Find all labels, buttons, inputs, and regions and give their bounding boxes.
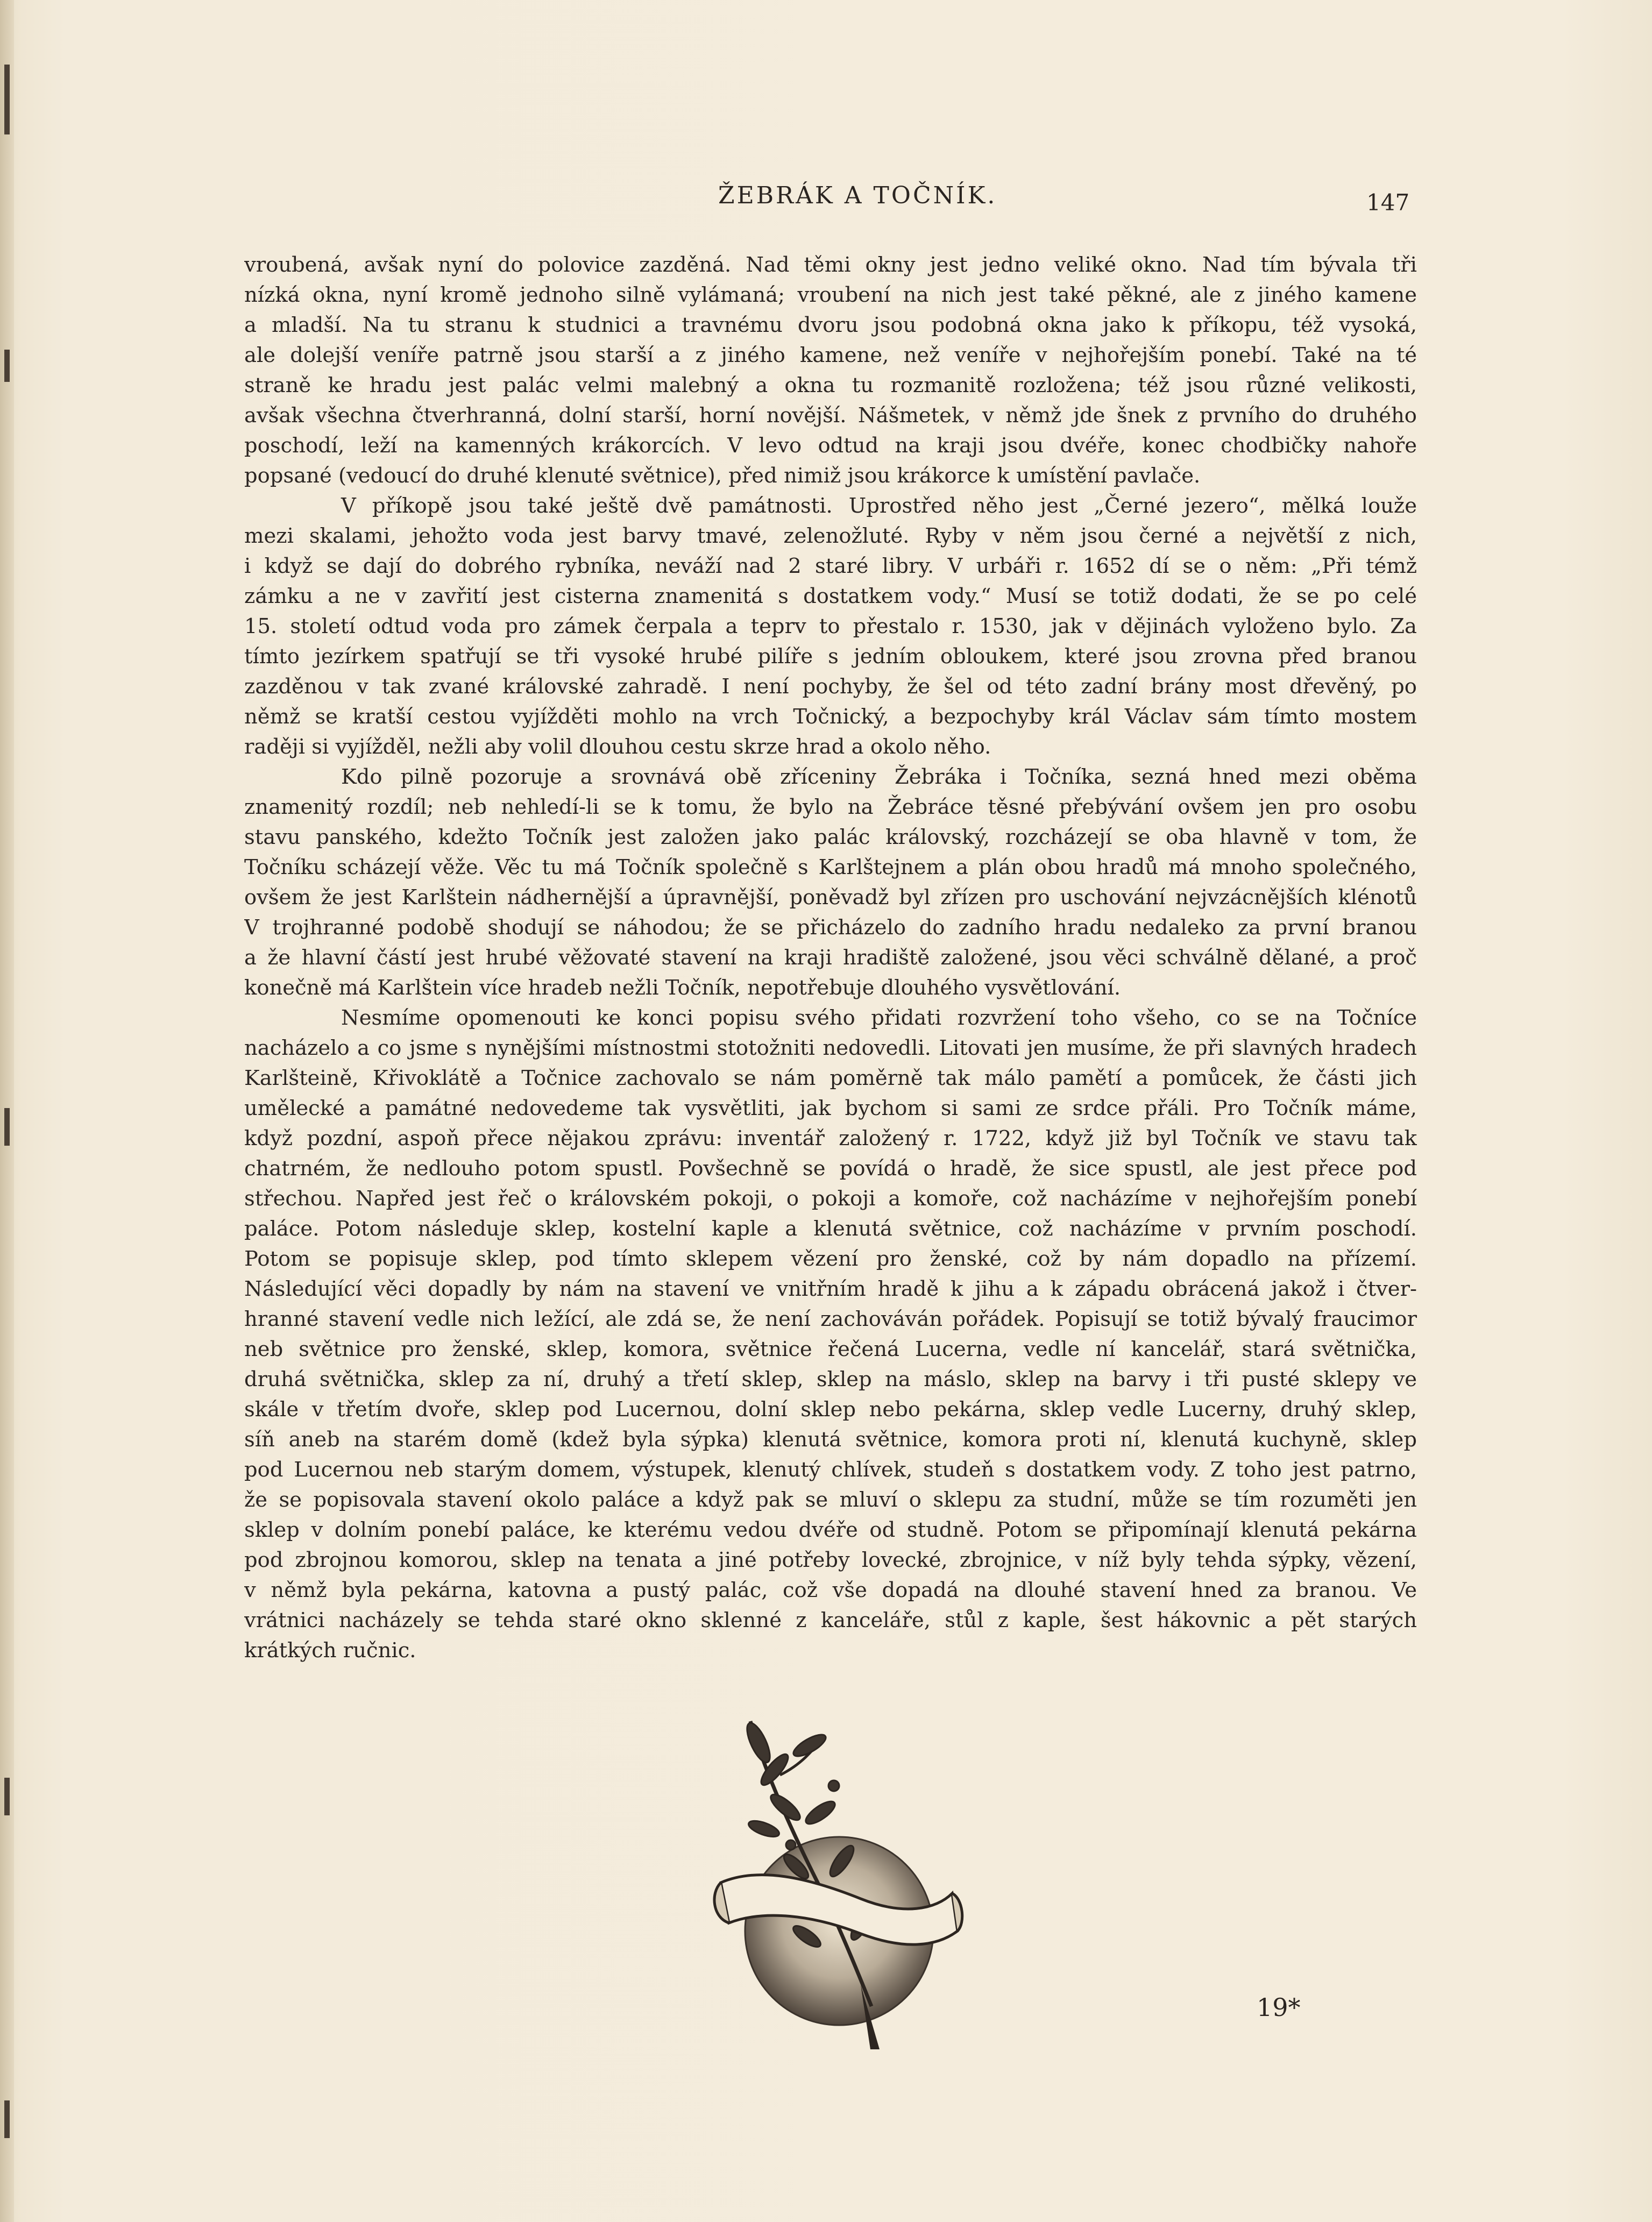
text-line: pod Lucernou neb starým domem, výstupek, klenutý chlívek, studeň s dostatkem vody. Z toho jest patrno, <box>244 1458 1417 1482</box>
signature-mark: 19* <box>1257 1993 1301 2022</box>
text-line: ovšem že jest Karlštein nádhernější a úpravnější, poněvadž byl zřízen pro uschování nejvzácnějších klénotů <box>244 885 1417 910</box>
text-line: Kdo pilně pozoruje a srovnává obě zříceniny Žebráka i Točníka, sezná hned mezi oběma <box>341 765 1417 789</box>
text-line: paláce. Potom následuje sklep, kostelní kaple a klenutá světnice, což nacházíme v prvním poschodí. <box>244 1217 1417 1241</box>
binding-mark <box>4 65 10 134</box>
text-line: 15. století odtud voda pro zámek čerpala a teprv to přestalo r. 1530, jak v dějinách vyloženo bylo. Za <box>244 614 1417 638</box>
binding-mark <box>4 1108 10 1146</box>
text-line: chatrném, že nedlouho potom spustl. Povšechně se povídá o hradě, že sice spustl, ale jest přece pod <box>244 1156 1417 1181</box>
text-line: i když se dají do dobrého rybníka, neváží nad 2 staré libry. V urbáři r. 1652 dí se o něm: „Při témž <box>244 554 1417 578</box>
text-line: straně ke hradu jest palác velmi malebný a okna tu rozmanitě rozložena; též jsou různé velikosti, <box>244 373 1417 397</box>
text-line: Následující věci dopadly by nám na stavení ve vnitřním hradě k jihu a k západu obrácená jakož i čtver- <box>244 1277 1417 1301</box>
text-line: avšak všechna čtverhranná, dolní starší, horní novější. Nášmetek, v němž jde šnek z prvního do druhého <box>244 403 1417 428</box>
text-line: síň aneb na starém domě (kdež byla sýpka) klenutá světnice, komora proti ní, klenutá kuchyně, sklep <box>244 1428 1417 1452</box>
page-number: 147 <box>1366 189 1410 216</box>
text-line: nízká okna, nyní kromě jednoho silně vylámaná; vroubení na nich jest také pěkné, ale z jiného kamene <box>244 283 1417 307</box>
text-line: druhá světnička, sklep za ní, druhý a třetí sklep, sklep na máslo, sklep na barvy i tři pusté sklepy ve <box>244 1367 1417 1392</box>
page-header <box>0 182 1652 225</box>
text-line: Potom se popisuje sklep, pod tímto sklepem vězení pro ženské, což by nám dopadlo na přízemí. <box>244 1247 1417 1271</box>
text-line: Nesmíme opomenouti ke konci popisu svého přidati rozvržení toho všeho, co se na Točníce <box>341 1006 1417 1030</box>
text-line: vrátnici nacházely se tehda staré okno sklenné z kanceláře, stůl z kaple, šest hákovnic a pět starých <box>244 1608 1417 1632</box>
text-line: vroubená, avšak nyní do polovice zazděná. Nad těmi okny jest jedno veliké okno. Nad tím bývala tři <box>244 253 1417 277</box>
text-line: zazděnou v tak zvané královské zahradě. I není pochyby, že šel od této zadní brány most dřevěný, po <box>244 675 1417 699</box>
binding-mark <box>4 2100 10 2138</box>
text-line: skále v třetím dvoře, sklep pod Lucernou, dolní sklep nebo pekárna, sklep vedle Lucerny, druhý sklep, <box>244 1397 1417 1422</box>
text-line: V trojhranné podobě shodují se náhodou; že se přicházelo do zadního hradu nedaleko za první branou <box>244 915 1417 940</box>
text-line: raději si vyjížděl, nežli aby volil dlouhou cestu skrze hrad a okolo něho. <box>244 735 991 759</box>
text-line: popsané (vedoucí do druhé klenuté světnice), před nimiž jsou krákorce k umístění pavlače. <box>244 464 1201 488</box>
binding-mark <box>4 350 10 382</box>
text-line: mezi skalami, jehožto voda jest barvy tmavé, zelenožluté. Ryby v něm jsou černé a největší z nich, <box>244 524 1417 548</box>
text-line: Točníku scházejí věže. Věc tu má Točník společně s Karlštejnem a plán obou hradů má mnoho společného, <box>244 855 1417 879</box>
text-line: umělecké a památné nedovedeme tak vysvětliti, jak bychom si sami ze srdce přáli. Pro Točník máme, <box>244 1096 1417 1120</box>
text-line: znamenitý rozdíl; neb nehledí-li se k tomu, že bylo na Žebráce těsné přebývání ovšem jen pro osobu <box>244 795 1417 819</box>
text-line: tímto jezírkem spatřují se tři vysoké hrubé pilíře s jedním obloukem, které jsou zrovna před branou <box>244 644 1417 669</box>
text-line: že se popisovala stavení okolo paláce a když pak se mluví o sklepu za studní, může se tím rozuměti jen <box>244 1488 1417 1512</box>
text-line: hranné stavení vedle nich ležící, ale zdá se, že není zachováván pořádek. Popisují se totiž bývalý fraucimor <box>244 1307 1417 1331</box>
vignette-ornament <box>699 1705 968 2060</box>
text-line: když pozdní, aspoň přece nějakou zprávu: inventář založený r. 1722, když již byl Točník ve stavu tak <box>244 1126 1417 1151</box>
text-line: pod zbrojnou komorou, sklep na tenata a jiné potřeby lovecké, zbrojnice, v níž byly tehda sýpky, vězení, <box>244 1548 1417 1572</box>
text-line: nacházelo a co jsme s nynějšími místnostmi stotožniti nedovedli. Litovati jen musíme, že při slavných hradech <box>244 1036 1417 1060</box>
text-line: a že hlavní částí jest hrubé věžovaté stavení na kraji hradiště založené, jsou věci schválně dělané, a proč <box>244 946 1417 970</box>
text-line: sklep v dolním ponebí paláce, ke kterému vedou dvéře od studně. Potom se připomínají klenutá pekárna <box>244 1518 1417 1542</box>
text-line: ale dolejší veníře patrně jsou starší a z jiného kamene, než veníře v nejhořejším ponebí. Také na té <box>244 343 1417 367</box>
text-line: střechou. Napřed jest řeč o královském pokoji, o pokoji a komoře, což nacházíme v nejhořejším ponebí <box>244 1187 1417 1211</box>
text-line: konečně má Karlštein více hradeb nežli Točník, nepotřebuje dlouhého vysvětlování. <box>244 976 1121 1000</box>
binding-edge <box>0 0 14 2222</box>
text-line: Karlšteině, Křivoklátě a Točnice zachovalo se nám poměrně tak málo pamětí a pomůcek, že části jich <box>244 1066 1417 1090</box>
body-text <box>244 250 1417 1666</box>
binding-mark <box>4 1778 10 1815</box>
text-line: poschodí, leží na kamenných krákorcích. V levo odtud na kraji jsou dvéře, konec chodbičky nahoře <box>244 434 1417 458</box>
text-line: V příkopě jsou také ještě dvě památnosti. Uprostřed něho jest „Černé jezero“, mělká louže <box>341 494 1417 518</box>
text-line: němž se kratší cestou vyjížděti mohlo na vrch Točnický, a bezpochyby král Václav sám tímto mostem <box>244 705 1417 729</box>
text-line: krátkých ručnic. <box>244 1638 416 1663</box>
text-line: stavu panského, kdežto Točník jest založen jako palác královský, rozcházejí se oba hlavně v tom, že <box>244 825 1417 849</box>
text-line: neb světnice pro ženské, sklep, komora, světnice řečená Lucerna, vedle ní kancelář, stará světnička, <box>244 1337 1417 1361</box>
text-line: v němž byla pekárna, katovna a pustý palác, což vše dopadá na dlouhé stavení hned za branou. Ve <box>244 1578 1417 1602</box>
running-title: ŽEBRÁK A TOČNÍK. <box>718 182 997 209</box>
text-line: zámku a ne v zavřití jest cisterna znamenitá s dostatkem vody.“ Musí se totiž dodati, že se po celé <box>244 584 1417 608</box>
text-line: a mladší. Na tu stranu k studnici a travnému dvoru jsou podobná okna jako k příkopu, též vysoká, <box>244 313 1417 337</box>
